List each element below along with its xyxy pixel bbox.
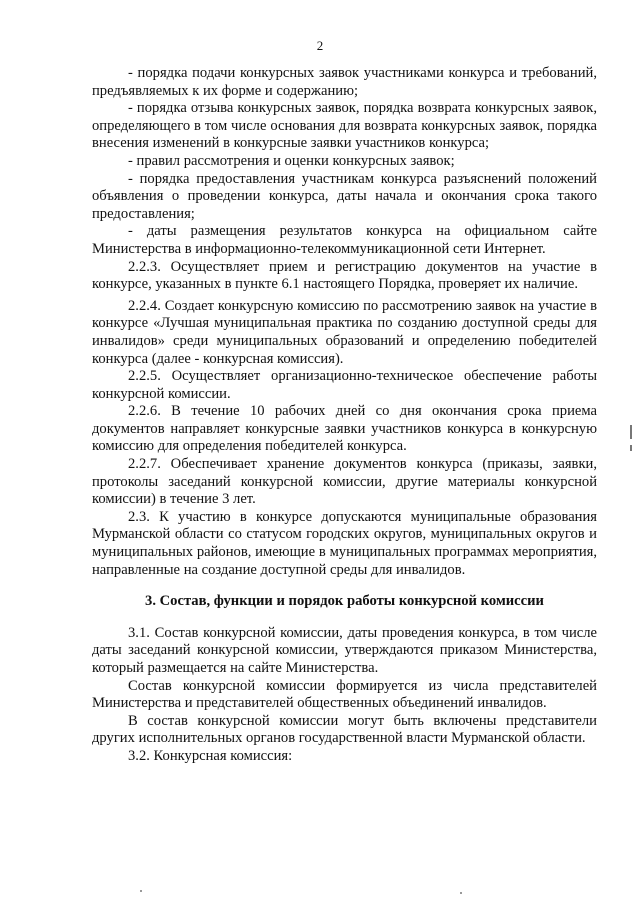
paragraph: Состав конкурсной комиссии формируется из числа представителей Министерства и представителей общественных объединений инвалидов. bbox=[92, 677, 597, 712]
paragraph: - порядка предоставления участникам конкурса разъяснений положений объявления о проведении конкурса, даты начала и окончания срока такого предоставления; bbox=[92, 170, 597, 222]
scan-margin-mark bbox=[630, 445, 632, 451]
paragraph: - правил рассмотрения и оценки конкурсных заявок; bbox=[128, 152, 455, 169]
scan-margin-mark bbox=[630, 425, 632, 439]
paragraph: - порядка подачи конкурсных заявок участниками конкурса и требований, предъявляемых к их форме и содержанию; bbox=[92, 65, 597, 99]
document-body bbox=[92, 65, 597, 766]
paragraph: 2.2.7. Обеспечивает хранение документов конкурса (приказы, заявки, протоколы заседаний конкурсной комиссии, другие материалы конкурсной комиссии) в течение 3 лет. bbox=[92, 456, 597, 508]
section-heading: 3. Состав, функции и порядок работы конкурсной комиссии bbox=[145, 593, 544, 610]
paragraph: - даты размещения результатов конкурса на официальном сайте Министерства в информационно-телекоммуникационной сети Интернет. bbox=[92, 223, 597, 257]
scan-speck bbox=[140, 890, 142, 892]
paragraph: - порядка отзыва конкурсных заявок, порядка возврата конкурсных заявок, определяющего в том числе основания для возврата конкурсных заявок, порядка внесения изменений в конкурсные заявки участников конкурса; bbox=[92, 100, 597, 152]
paragraph: 2.3. К участию в конкурсе допускаются муниципальные образования Мурманской области со статусом городских округов, муниципальных округов и муниципальных районов, имеющие в муниципальных программах мероприятия, направленные на создание доступной среды для инвалидов. bbox=[92, 508, 597, 578]
paragraph: 2.2.5. Осуществляет организационно-техническое обеспечение работы конкурсной комиссии. bbox=[92, 368, 597, 402]
paragraph: 2.2.6. В течение 10 рабочих дней со дня окончания срока приема документов направляет конкурсные заявки участников конкурса в конкурсную комиссию для определения победителей конкурса. bbox=[92, 403, 597, 455]
paragraph: 3.1. Состав конкурсной комиссии, даты проведения конкурса, в том числе даты заседаний конкурсной комиссии, утверждаются приказом Министерства, который размещается на сайте Министерства. bbox=[92, 624, 597, 676]
paragraph: 3.2. Конкурсная комиссия: bbox=[128, 747, 293, 764]
page-number: 2 bbox=[316, 38, 324, 53]
paragraph: 2.2.3. Осуществляет прием и регистрацию документов на участие в конкурсе, указанных в пункте 6.1 настоящего Порядка, проверяет их наличие. bbox=[92, 258, 597, 293]
scan-speck bbox=[460, 892, 462, 894]
paragraph: В состав конкурсной комиссии могут быть включены представители других исполнительных органов государственной власти Мурманской области. bbox=[92, 712, 597, 747]
paragraph: 2.2.4. Создает конкурсную комиссию по рассмотрению заявок на участие в конкурсе «Лучшая муниципальная практика по созданию доступной среды для инвалидов» среди муниципальных образований и определению победителей конкурса (далее - конкурсная комиссия). bbox=[92, 297, 597, 367]
